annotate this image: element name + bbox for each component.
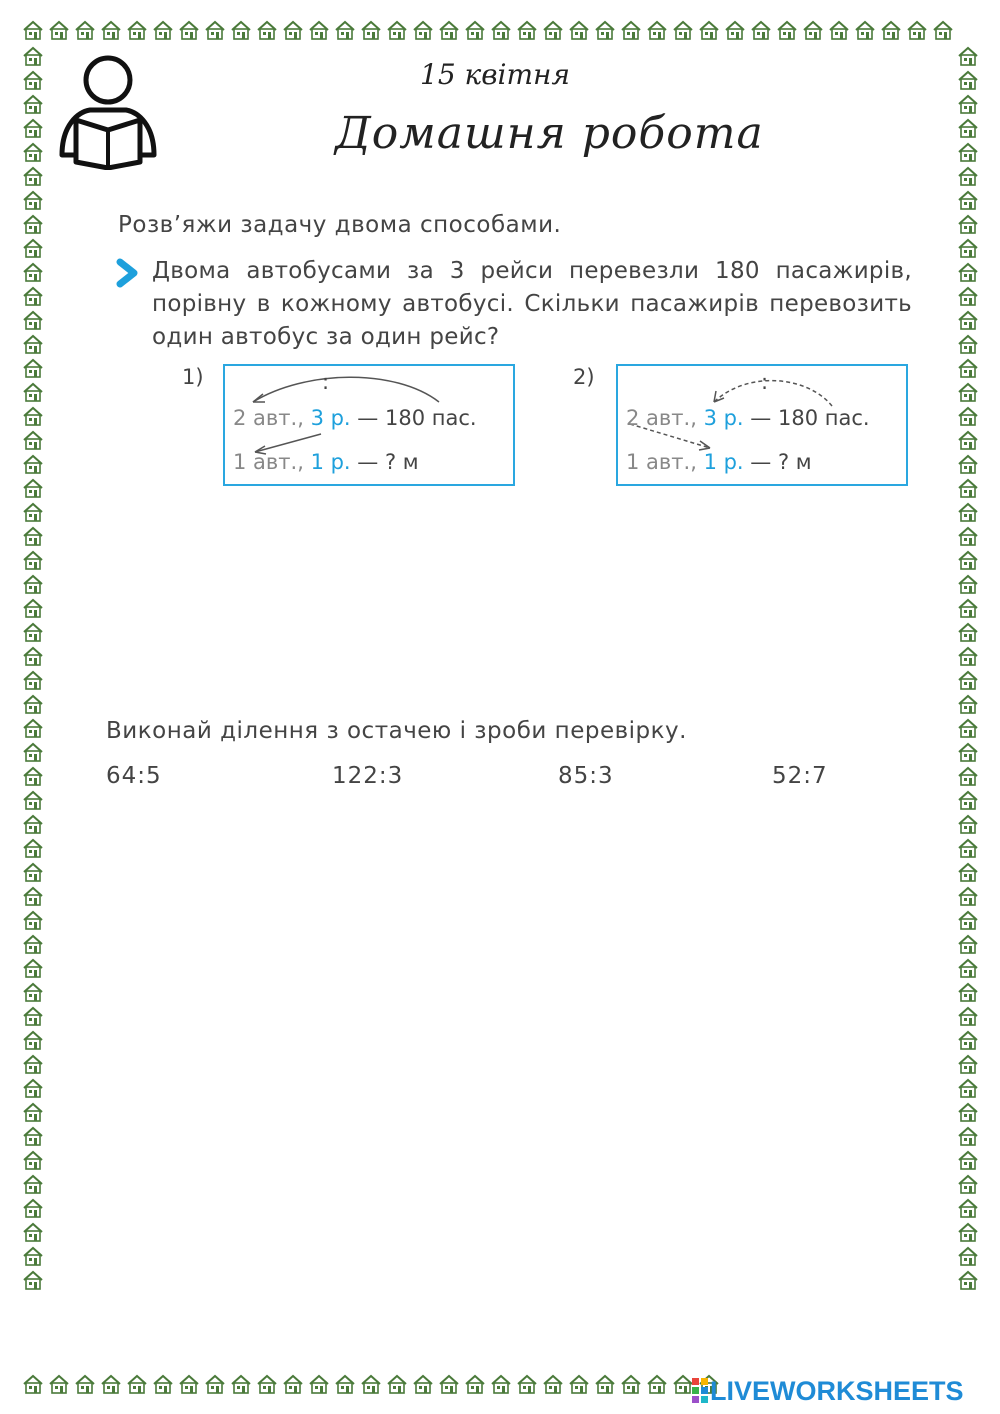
house-icon — [22, 237, 44, 259]
house-icon — [957, 405, 979, 427]
house-icon — [22, 1029, 44, 1051]
house-icon — [412, 19, 434, 41]
task2-instruction: Виконай ділення з остачею і зроби перевірку. — [106, 718, 687, 744]
house-icon — [957, 453, 979, 475]
expression-2: 122:3 — [332, 763, 404, 789]
house-icon — [490, 19, 512, 41]
scheme2-row1-buses: 2 авт., — [626, 406, 697, 430]
house-icon — [957, 1029, 979, 1051]
house-icon — [22, 693, 44, 715]
house-icon — [957, 429, 979, 451]
scheme1-row2-trips: 1 р. — [310, 450, 351, 474]
house-icon — [22, 741, 44, 763]
house-icon — [957, 573, 979, 595]
house-icon — [957, 45, 979, 67]
house-icon — [957, 837, 979, 859]
house-icon — [230, 1373, 252, 1395]
house-icon — [22, 765, 44, 787]
expression-3: 85:3 — [558, 763, 614, 789]
scheme2-row2-trips: 1 р. — [703, 450, 744, 474]
house-icon — [22, 717, 44, 739]
house-icon — [957, 1245, 979, 1267]
house-icon — [464, 1373, 486, 1395]
house-icon — [957, 69, 979, 91]
house-icon — [620, 19, 642, 41]
house-icon — [516, 19, 538, 41]
house-icon — [516, 1373, 538, 1395]
house-icon — [957, 645, 979, 667]
house-icon — [256, 1373, 278, 1395]
scheme1-box — [223, 364, 515, 486]
house-icon — [802, 19, 824, 41]
scheme1-divide-sign: : — [322, 370, 330, 394]
house-icon — [957, 525, 979, 547]
scheme2-row2-unknown: — ? м — [750, 450, 812, 474]
house-icon — [957, 237, 979, 259]
house-icon — [957, 1005, 979, 1027]
house-icon — [438, 1373, 460, 1395]
scheme2-box — [616, 364, 908, 486]
house-icon — [957, 381, 979, 403]
house-icon — [957, 717, 979, 739]
house-icon — [464, 19, 486, 41]
logo-text: LIVEWORKSHEETS — [710, 1375, 964, 1406]
house-icon — [568, 19, 590, 41]
house-icon — [230, 19, 252, 41]
house-icon — [22, 837, 44, 859]
house-icon — [750, 19, 772, 41]
house-icon — [22, 981, 44, 1003]
house-icon — [22, 1077, 44, 1099]
house-icon — [957, 693, 979, 715]
house-icon — [880, 19, 902, 41]
house-icon — [828, 19, 850, 41]
house-icon — [22, 117, 44, 139]
house-icon — [360, 19, 382, 41]
house-icon — [957, 117, 979, 139]
house-icon — [100, 19, 122, 41]
house-icon — [74, 1373, 96, 1395]
house-icon — [48, 19, 70, 41]
house-icon — [22, 1005, 44, 1027]
house-icon — [957, 1149, 979, 1171]
house-icon — [957, 861, 979, 883]
scheme2-divide-sign: : — [761, 370, 769, 394]
house-icon — [957, 981, 979, 1003]
house-icon — [22, 885, 44, 907]
house-icon — [957, 141, 979, 163]
date: 15 квітня — [420, 58, 571, 91]
house-icon — [957, 1053, 979, 1075]
house-icon — [594, 1373, 616, 1395]
house-icon — [152, 19, 174, 41]
border-right — [955, 44, 981, 1292]
house-icon — [334, 1373, 356, 1395]
house-icon — [22, 501, 44, 523]
house-icon — [957, 957, 979, 979]
logo-mark-icon — [690, 1376, 710, 1406]
house-icon — [22, 909, 44, 931]
house-icon — [22, 1245, 44, 1267]
scheme1-row1-buses: 2 авт., — [233, 406, 304, 430]
house-icon — [957, 189, 979, 211]
house-icon — [22, 861, 44, 883]
task1-instruction: Розв’яжи задачу двома способами. — [118, 212, 562, 238]
house-icon — [22, 525, 44, 547]
house-icon — [854, 19, 876, 41]
house-icon — [22, 213, 44, 235]
page-title: Домашня робота — [335, 108, 764, 159]
house-icon — [568, 1373, 590, 1395]
scheme2-row1-trips: 3 р. — [703, 406, 744, 430]
house-icon — [22, 1221, 44, 1243]
chevron-right-icon — [115, 258, 141, 288]
house-icon — [957, 909, 979, 931]
house-icon — [620, 1373, 642, 1395]
house-icon — [22, 669, 44, 691]
house-icon — [957, 885, 979, 907]
scheme2-row1 — [626, 406, 870, 430]
house-icon — [490, 1373, 512, 1395]
house-icon — [957, 477, 979, 499]
scheme1-row1-passengers: — 180 пас. — [357, 406, 477, 430]
house-icon — [22, 261, 44, 283]
house-icon — [178, 1373, 200, 1395]
house-icon — [22, 405, 44, 427]
house-icon — [957, 501, 979, 523]
house-icon — [22, 597, 44, 619]
scheme1-row1-trips: 3 р. — [310, 406, 351, 430]
house-icon — [22, 45, 44, 67]
house-icon — [698, 19, 720, 41]
house-icon — [957, 165, 979, 187]
house-icon — [22, 621, 44, 643]
border-left — [20, 44, 46, 1292]
scheme1-row2-unknown: — ? м — [357, 450, 419, 474]
house-icon — [22, 1373, 44, 1395]
house-icon — [22, 357, 44, 379]
house-icon — [386, 19, 408, 41]
house-icon — [957, 789, 979, 811]
house-icon — [386, 1373, 408, 1395]
house-icon — [126, 19, 148, 41]
house-icon — [412, 1373, 434, 1395]
house-icon — [126, 1373, 148, 1395]
scheme1-row2-buses: 1 авт., — [233, 450, 304, 474]
house-icon — [360, 1373, 382, 1395]
house-icon — [438, 19, 460, 41]
house-icon — [957, 1173, 979, 1195]
house-icon — [957, 741, 979, 763]
house-icon — [22, 453, 44, 475]
house-icon — [22, 165, 44, 187]
house-icon — [22, 285, 44, 307]
house-icon — [957, 93, 979, 115]
border-top — [20, 18, 956, 42]
house-icon — [22, 189, 44, 211]
scheme2-row1-passengers: — 180 пас. — [750, 406, 870, 430]
border-bottom — [20, 1372, 722, 1396]
house-icon — [957, 1077, 979, 1099]
expression-4: 52:7 — [772, 763, 828, 789]
house-icon — [22, 333, 44, 355]
house-icon — [308, 19, 330, 41]
expression-1: 64:5 — [106, 763, 162, 789]
scheme1-row2 — [233, 450, 419, 474]
house-icon — [957, 333, 979, 355]
house-icon — [724, 19, 746, 41]
scheme2-label: 2) — [573, 365, 595, 389]
liveworksheets-logo[interactable] — [690, 1374, 964, 1408]
house-icon — [152, 1373, 174, 1395]
task1-problem: Двома автобусами за 3 рейси перевезли 180 пасажирів, порівну в кожному автобусі. Скільки пасажирів перевозить один автобус за один рейс? — [152, 258, 912, 350]
house-icon — [22, 1149, 44, 1171]
house-icon — [22, 69, 44, 91]
house-icon — [957, 669, 979, 691]
house-icon — [48, 1373, 70, 1395]
house-icon — [957, 309, 979, 331]
house-icon — [594, 19, 616, 41]
house-icon — [22, 645, 44, 667]
house-icon — [957, 1125, 979, 1147]
house-icon — [957, 765, 979, 787]
house-icon — [22, 1269, 44, 1291]
house-icon — [22, 1173, 44, 1195]
house-icon — [22, 477, 44, 499]
house-icon — [178, 19, 200, 41]
house-icon — [256, 19, 278, 41]
house-icon — [672, 19, 694, 41]
house-icon — [22, 381, 44, 403]
house-icon — [542, 1373, 564, 1395]
house-icon — [932, 19, 954, 41]
house-icon — [646, 19, 668, 41]
house-icon — [282, 1373, 304, 1395]
house-icon — [100, 1373, 122, 1395]
house-icon — [308, 1373, 330, 1395]
house-icon — [957, 1221, 979, 1243]
house-icon — [22, 573, 44, 595]
house-icon — [22, 813, 44, 835]
house-icon — [22, 1125, 44, 1147]
house-icon — [22, 957, 44, 979]
house-icon — [776, 19, 798, 41]
house-icon — [22, 789, 44, 811]
house-icon — [646, 1373, 668, 1395]
house-icon — [957, 621, 979, 643]
house-icon — [957, 357, 979, 379]
reading-person-icon — [58, 50, 158, 170]
house-icon — [22, 19, 44, 41]
house-icon — [22, 93, 44, 115]
house-icon — [906, 19, 928, 41]
house-icon — [204, 1373, 226, 1395]
house-icon — [957, 1269, 979, 1291]
house-icon — [282, 19, 304, 41]
house-icon — [957, 213, 979, 235]
house-icon — [22, 1053, 44, 1075]
house-icon — [957, 549, 979, 571]
house-icon — [957, 813, 979, 835]
house-icon — [542, 19, 564, 41]
house-icon — [22, 933, 44, 955]
house-icon — [22, 1101, 44, 1123]
house-icon — [957, 1101, 979, 1123]
house-icon — [957, 597, 979, 619]
house-icon — [957, 285, 979, 307]
scheme2-row2 — [626, 450, 812, 474]
house-icon — [334, 19, 356, 41]
scheme2-row2-buses: 1 авт., — [626, 450, 697, 474]
house-icon — [22, 1197, 44, 1219]
house-icon — [22, 549, 44, 571]
house-icon — [204, 19, 226, 41]
house-icon — [957, 1197, 979, 1219]
house-icon — [22, 429, 44, 451]
house-icon — [22, 141, 44, 163]
house-icon — [957, 261, 979, 283]
scheme1-row1 — [233, 406, 477, 430]
house-icon — [957, 933, 979, 955]
house-icon — [22, 309, 44, 331]
scheme1-label: 1) — [182, 365, 204, 389]
house-icon — [74, 19, 96, 41]
